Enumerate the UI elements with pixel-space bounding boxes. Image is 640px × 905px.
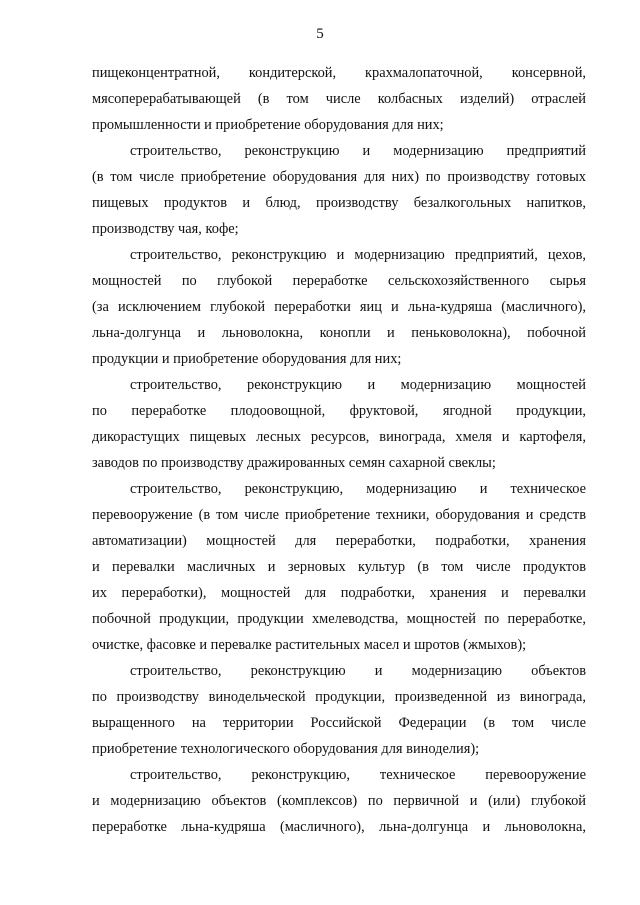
text-line: строительство, реконструкцию и модернизацию предприятий, цехов, [130, 247, 586, 263]
paragraph-flax-processing [92, 762, 586, 840]
text-line: побочной продукции, продукции хмелеводства, мощностей по переработке, [92, 611, 586, 627]
text-line: автоматизации) мощностей для переработки, подработки, хранения [92, 533, 586, 549]
text-line: выращенного на территории Российской Федерации (в том числе [92, 715, 586, 731]
paragraph-fruit-vegetable-processing [92, 372, 586, 476]
text-line: мощностей по глубокой переработке сельскохозяйственного сырья [92, 273, 586, 289]
text-line: продукции и приобретение оборудования для них; [92, 351, 402, 367]
text-line: и перевалки масличных и зерновых культур (в том числе продуктов [92, 559, 586, 575]
text-line: льна-долгунца и льноволокна, конопли и пеньковолокна), побочной [92, 325, 586, 341]
document-body [92, 60, 586, 840]
text-line: очистке, фасовке и перевалке растительных масел и шротов (жмыхов); [92, 637, 527, 653]
text-line: строительство, реконструкцию и модернизацию предприятий [130, 143, 586, 159]
text-line: перевооружение (в том числе приобретение техники, оборудования и средств [92, 507, 586, 523]
text-line: мясоперерабатывающей (в том числе колбасных изделий) отраслей [92, 91, 586, 107]
text-line: (за исключением глубокой переработки яиц и льна-кудряша (масличного), [92, 299, 586, 315]
text-line: их переработки), мощностей для подработки, хранения и перевалки [92, 585, 586, 601]
text-line: пищевых продуктов и блюд, производству безалкогольных напитков, [92, 195, 586, 211]
text-line: производству чая, кофе; [92, 221, 239, 237]
paragraph-deep-processing [92, 242, 586, 372]
text-line: приобретение технологического оборудования для виноделия); [92, 741, 480, 757]
text-line: дикорастущих пищевых лесных ресурсов, винограда, хмеля и картофеля, [92, 429, 586, 445]
text-line: строительство, реконструкцию и модернизацию мощностей [130, 377, 586, 393]
text-line: заводов по производству дражированных семян сахарной свеклы; [92, 455, 496, 471]
text-line: по переработке плодоовощной, фруктовой, ягодной продукции, [92, 403, 586, 419]
paragraph-finished-food-products [92, 138, 586, 242]
text-line: переработке льна-кудряша (масличного), льна-долгунца и льноволокна, [92, 819, 586, 835]
text-line: пищеконцентратной, кондитерской, крахмалопаточной, консервной, [92, 65, 586, 81]
page-number: 5 [316, 26, 324, 42]
text-line: (в том числе приобретение оборудования для них) по производству готовых [92, 169, 586, 185]
text-line: строительство, реконструкцию и модернизацию объектов [130, 663, 586, 679]
text-line: строительство, реконструкцию, техническое перевооружение [130, 767, 586, 783]
text-line: промышленности и приобретение оборудования для них; [92, 117, 444, 133]
text-line: строительство, реконструкцию, модернизацию и техническое [130, 481, 586, 497]
text-line: по производству винодельческой продукции, произведенной из винограда, [92, 689, 586, 705]
paragraph-oilseed-grain-processing [92, 476, 586, 658]
text-line: и модернизацию объектов (комплексов) по первичной и (или) глубокой [92, 793, 586, 809]
paragraph-food-industries [92, 60, 586, 138]
paragraph-winemaking [92, 658, 586, 762]
